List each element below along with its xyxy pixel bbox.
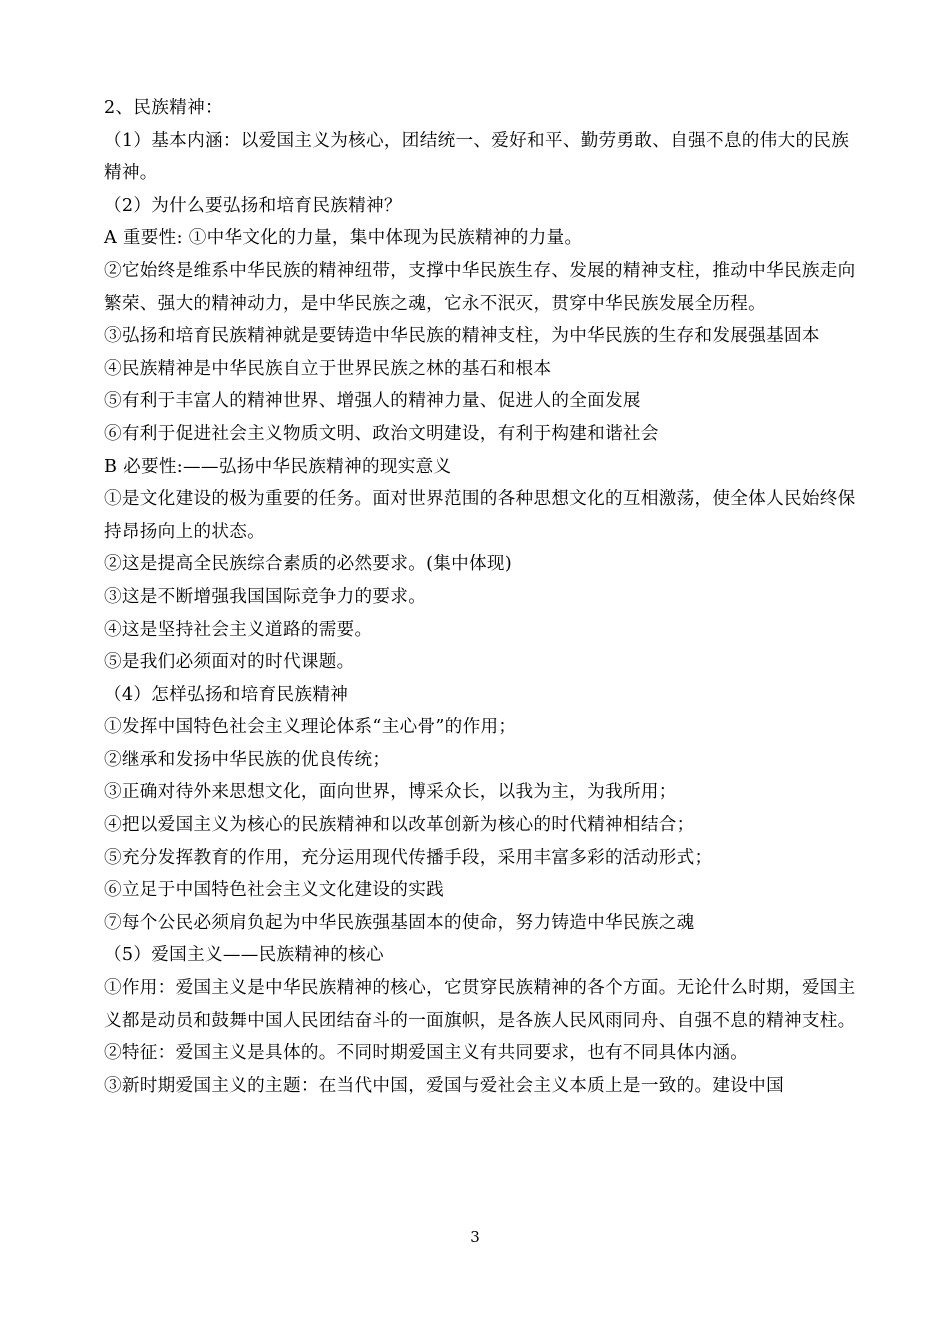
paragraph-how-2: ②继承和发扬中华民族的优良传统；	[104, 749, 391, 770]
page-number: 3	[470, 1228, 480, 1246]
paragraph-patriotism-theme: ③新时期爱国主义的主题：在当代中国，爱国与爱社会主义本质上是一致的。建设中国	[104, 1075, 784, 1096]
subheading-patriotism: （5）爱国主义——民族精神的核心	[104, 945, 384, 966]
subheading-necessity: B 必要性:——弘扬中华民族精神的现实意义	[104, 456, 452, 477]
document-body	[104, 92, 856, 1102]
paragraph-importance-6: ⑥有利于促进社会主义物质文明、政治文明建设，有利于构建和谐社会	[104, 423, 659, 444]
paragraph-patriotism-role: ①作用：爱国主义是中华民族精神的核心，它贯穿民族精神的各个方面。无论什么时期，爱国主义都是动员和鼓舞中国人民团结奋斗的一面旗帜，是各族人民风雨同舟、自强不息的精神支柱。	[104, 978, 856, 1031]
section-heading-national-spirit: 2、民族精神：	[104, 98, 223, 118]
subheading-why-promote: （2）为什么要弘扬和培育民族精神？	[104, 195, 402, 216]
paragraph-necessity-4: ④这是坚持社会主义道路的需要。	[104, 619, 373, 640]
paragraph-basic-connotation: （1）基本内涵：以爱国主义为核心，团结统一、爱好和平、勤劳勇敢、自强不息的伟大的民族精神。	[104, 130, 850, 184]
paragraph-necessity-2: ②这是提高全民族综合素质的必然要求。(集中体现)	[104, 554, 512, 575]
paragraph-importance-5: ⑤有利于丰富人的精神世界、增强人的精神力量、促进人的全面发展	[104, 391, 641, 412]
paragraph-how-3: ③正确对待外来思想文化，面向世界，博采众长，以我为主，为我所用；	[104, 782, 677, 803]
paragraph-necessity-1: ①是文化建设的极为重要的任务。面对世界范围的各种思想文化的互相激荡，使全体人民始终保持昂扬向上的状态。	[104, 489, 856, 542]
paragraph-necessity-5: ⑤是我们必须面对的时代课题。	[104, 652, 355, 673]
subheading-how-to-promote: （4）怎样弘扬和培育民族精神	[104, 684, 349, 705]
paragraph-how-6: ⑥立足于中国特色社会主义文化建设的实践	[104, 880, 444, 901]
paragraph-how-7: ⑦每个公民必须肩负起为中华民族强基固本的使命，努力铸造中华民族之魂	[104, 912, 695, 933]
paragraph-importance-3: ③弘扬和培育民族精神就是要铸造中华民族的精神支柱，为中华民族的生存和发展强基固本	[104, 326, 820, 347]
paragraph-importance-4: ④民族精神是中华民族自立于世界民族之林的基石和根本	[104, 358, 552, 379]
paragraph-how-4: ④把以爱国主义为核心的民族精神和以改革创新为核心的时代精神相结合；	[104, 815, 695, 836]
paragraph-necessity-3: ③这是不断增强我国国际竞争力的要求。	[104, 586, 427, 607]
paragraph-how-1: ①发挥中国特色社会主义理论体系“主心骨”的作用；	[104, 717, 517, 738]
paragraph-how-5: ⑤充分发挥教育的作用，充分运用现代传播手段，采用丰富多彩的活动形式；	[104, 847, 713, 868]
paragraph-patriotism-feature: ②特征：爱国主义是具体的。不同时期爱国主义有共同要求，也有不同具体内涵。	[104, 1043, 749, 1064]
paragraph-importance-1: A 重要性: ①中华文化的力量，集中体现为民族精神的力量。	[104, 228, 583, 249]
paragraph-importance-2: ②它始终是维系中华民族的精神纽带，支撑中华民族生存、发展的精神支柱，推动中华民族走向繁荣、强大的精神动力，是中华民族之魂，它永不泯灭，贯穿中华民族发展全历程。	[104, 260, 856, 314]
